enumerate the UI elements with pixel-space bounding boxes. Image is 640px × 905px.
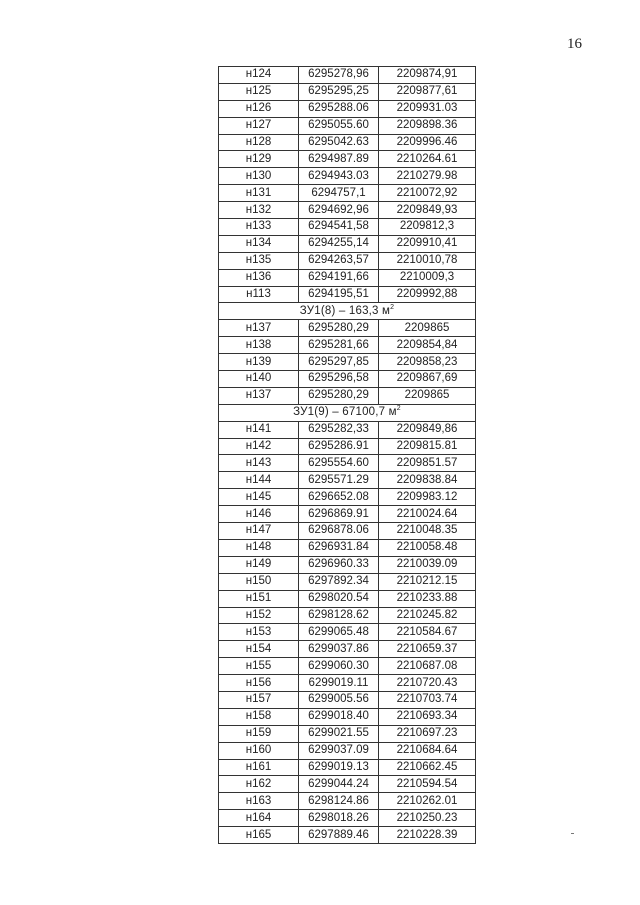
y-coordinate-cell: 2209838.84	[379, 472, 476, 489]
section-row	[219, 303, 476, 320]
table-row	[219, 354, 476, 371]
point-id-cell: н144	[219, 472, 299, 489]
table-row	[219, 421, 476, 438]
table-row	[219, 776, 476, 793]
x-coordinate-cell: 6296878.06	[299, 523, 379, 540]
table-row	[219, 320, 476, 337]
y-coordinate-cell: 2210279.98	[379, 168, 476, 185]
point-id-cell: н130	[219, 168, 299, 185]
point-id-cell: н138	[219, 337, 299, 354]
x-coordinate-cell: 6294263,57	[299, 252, 379, 269]
y-coordinate-cell: 2210262.01	[379, 793, 476, 810]
scan-mark	[571, 833, 574, 834]
point-id-cell: н132	[219, 202, 299, 219]
section-header	[219, 404, 476, 421]
x-coordinate-cell: 6299005.56	[299, 691, 379, 708]
y-coordinate-cell: 2210697.23	[379, 725, 476, 742]
y-coordinate-cell: 2209877,61	[379, 83, 476, 100]
y-coordinate-cell: 2210233.88	[379, 590, 476, 607]
section-header	[219, 303, 476, 320]
x-coordinate-cell: 6296931.84	[299, 539, 379, 556]
table-row	[219, 455, 476, 472]
x-coordinate-cell: 6295288.06	[299, 100, 379, 117]
table-row	[219, 269, 476, 286]
x-coordinate-cell: 6295281,66	[299, 337, 379, 354]
x-coordinate-cell: 6295286.91	[299, 438, 379, 455]
table-row	[219, 725, 476, 742]
table-row	[219, 438, 476, 455]
section-label: ЗУ1(8) – 163,3 м	[299, 304, 391, 317]
y-coordinate-cell: 2210684.64	[379, 742, 476, 759]
table-row	[219, 134, 476, 151]
table-row	[219, 337, 476, 354]
x-coordinate-cell: 6297889.46	[299, 827, 379, 844]
x-coordinate-cell: 6296652.08	[299, 489, 379, 506]
y-coordinate-cell: 2210659.37	[379, 641, 476, 658]
table-row	[219, 793, 476, 810]
y-coordinate-cell: 2210703.74	[379, 691, 476, 708]
y-coordinate-cell: 2210250.23	[379, 810, 476, 827]
table-row	[219, 742, 476, 759]
y-coordinate-cell: 2210264.61	[379, 151, 476, 168]
x-coordinate-cell: 6299037.86	[299, 641, 379, 658]
x-coordinate-cell: 6298020.54	[299, 590, 379, 607]
point-id-cell: н136	[219, 269, 299, 286]
y-coordinate-cell: 2209815.81	[379, 438, 476, 455]
table-row	[219, 641, 476, 658]
point-id-cell: н161	[219, 759, 299, 776]
point-id-cell: н141	[219, 421, 299, 438]
point-id-cell: н139	[219, 354, 299, 371]
x-coordinate-cell: 6298018.26	[299, 810, 379, 827]
table-row	[219, 607, 476, 624]
table-row	[219, 387, 476, 404]
table-row	[219, 67, 476, 84]
table-row	[219, 675, 476, 692]
x-coordinate-cell: 6296869.91	[299, 506, 379, 523]
y-coordinate-cell: 2209931.03	[379, 100, 476, 117]
x-coordinate-cell: 6297892.34	[299, 573, 379, 590]
coordinates-table	[218, 66, 476, 844]
table-row	[219, 117, 476, 134]
point-id-cell: н159	[219, 725, 299, 742]
x-coordinate-cell: 6294987.89	[299, 151, 379, 168]
point-id-cell: н137	[219, 320, 299, 337]
x-coordinate-cell: 6299037.09	[299, 742, 379, 759]
x-coordinate-cell: 6294943.03	[299, 168, 379, 185]
y-coordinate-cell: 2209867,69	[379, 371, 476, 388]
point-id-cell: н143	[219, 455, 299, 472]
y-coordinate-cell: 2209910,41	[379, 235, 476, 252]
point-id-cell: н142	[219, 438, 299, 455]
point-id-cell: н164	[219, 810, 299, 827]
y-coordinate-cell: 2209854,84	[379, 337, 476, 354]
table-row	[219, 286, 476, 303]
x-coordinate-cell: 6294191,66	[299, 269, 379, 286]
x-coordinate-cell: 6295295,25	[299, 83, 379, 100]
x-coordinate-cell: 6294195,51	[299, 286, 379, 303]
point-id-cell: н127	[219, 117, 299, 134]
section-row	[219, 404, 476, 421]
point-id-cell: н153	[219, 624, 299, 641]
point-id-cell: н129	[219, 151, 299, 168]
y-coordinate-cell: 2210024.64	[379, 506, 476, 523]
table-row	[219, 151, 476, 168]
y-coordinate-cell: 2210693.34	[379, 708, 476, 725]
y-coordinate-cell: 2210228.39	[379, 827, 476, 844]
x-coordinate-cell: 6299044.24	[299, 776, 379, 793]
x-coordinate-cell: 6294255,14	[299, 235, 379, 252]
point-id-cell: н165	[219, 827, 299, 844]
y-coordinate-cell: 2210010,78	[379, 252, 476, 269]
point-id-cell: н140	[219, 371, 299, 388]
table-row	[219, 573, 476, 590]
y-coordinate-cell: 2209851.57	[379, 455, 476, 472]
point-id-cell: н162	[219, 776, 299, 793]
x-coordinate-cell: 6296960.33	[299, 556, 379, 573]
y-coordinate-cell: 2210687.08	[379, 658, 476, 675]
point-id-cell: н149	[219, 556, 299, 573]
y-coordinate-cell: 2209812,3	[379, 219, 476, 236]
y-coordinate-cell: 2210212.15	[379, 573, 476, 590]
y-coordinate-cell: 2209874,91	[379, 67, 476, 84]
x-coordinate-cell: 6295278,96	[299, 67, 379, 84]
page-number: 16	[567, 36, 582, 52]
x-coordinate-cell: 6295282,33	[299, 421, 379, 438]
x-coordinate-cell: 6294692,96	[299, 202, 379, 219]
table-row	[219, 590, 476, 607]
y-coordinate-cell: 2210584.67	[379, 624, 476, 641]
x-coordinate-cell: 6299065.48	[299, 624, 379, 641]
y-coordinate-cell: 2209992,88	[379, 286, 476, 303]
table-row	[219, 252, 476, 269]
point-id-cell: н152	[219, 607, 299, 624]
point-id-cell: н160	[219, 742, 299, 759]
table-row	[219, 235, 476, 252]
point-id-cell: н155	[219, 658, 299, 675]
table-row	[219, 168, 476, 185]
y-coordinate-cell: 2210048.35	[379, 523, 476, 540]
x-coordinate-cell: 6299021.55	[299, 725, 379, 742]
point-id-cell: н145	[219, 489, 299, 506]
point-id-cell: н133	[219, 219, 299, 236]
y-coordinate-cell: 2210058.48	[379, 539, 476, 556]
y-coordinate-cell: 2210072,92	[379, 185, 476, 202]
coordinates-table-body	[219, 67, 476, 844]
table-row	[219, 489, 476, 506]
table-row	[219, 827, 476, 844]
x-coordinate-cell: 6295055.60	[299, 117, 379, 134]
y-coordinate-cell: 2209996.46	[379, 134, 476, 151]
point-id-cell: н150	[219, 573, 299, 590]
area-unit-superscript: 2	[396, 405, 401, 413]
area-unit-superscript: 2	[390, 304, 395, 312]
table-row	[219, 708, 476, 725]
x-coordinate-cell: 6294541,58	[299, 219, 379, 236]
x-coordinate-cell: 6299018.40	[299, 708, 379, 725]
point-id-cell: н131	[219, 185, 299, 202]
x-coordinate-cell: 6298128.62	[299, 607, 379, 624]
y-coordinate-cell: 2209865	[379, 320, 476, 337]
point-id-cell: н134	[219, 235, 299, 252]
x-coordinate-cell: 6299060.30	[299, 658, 379, 675]
y-coordinate-cell: 2210009,3	[379, 269, 476, 286]
point-id-cell: н135	[219, 252, 299, 269]
table-row	[219, 185, 476, 202]
point-id-cell: н158	[219, 708, 299, 725]
table-row	[219, 219, 476, 236]
y-coordinate-cell: 2210720.43	[379, 675, 476, 692]
table-row	[219, 691, 476, 708]
x-coordinate-cell: 6295297,85	[299, 354, 379, 371]
x-coordinate-cell: 6299019.11	[299, 675, 379, 692]
point-id-cell: н124	[219, 67, 299, 84]
x-coordinate-cell: 6299019.13	[299, 759, 379, 776]
point-id-cell: н163	[219, 793, 299, 810]
table-row	[219, 83, 476, 100]
y-coordinate-cell: 2209865	[379, 387, 476, 404]
table-row	[219, 658, 476, 675]
x-coordinate-cell: 6295571.29	[299, 472, 379, 489]
y-coordinate-cell: 2210662.45	[379, 759, 476, 776]
y-coordinate-cell: 2209849,93	[379, 202, 476, 219]
x-coordinate-cell: 6298124.86	[299, 793, 379, 810]
point-id-cell: н126	[219, 100, 299, 117]
x-coordinate-cell: 6295296,58	[299, 371, 379, 388]
y-coordinate-cell: 2210594.54	[379, 776, 476, 793]
point-id-cell: н156	[219, 675, 299, 692]
y-coordinate-cell: 2209858,23	[379, 354, 476, 371]
x-coordinate-cell: 6295042.63	[299, 134, 379, 151]
x-coordinate-cell: 6295280,29	[299, 320, 379, 337]
y-coordinate-cell: 2209849,86	[379, 421, 476, 438]
x-coordinate-cell: 6295554.60	[299, 455, 379, 472]
y-coordinate-cell: 2210245.82	[379, 607, 476, 624]
table-row	[219, 506, 476, 523]
x-coordinate-cell: 6294757,1	[299, 185, 379, 202]
table-row	[219, 472, 476, 489]
point-id-cell: н137	[219, 387, 299, 404]
y-coordinate-cell: 2210039.09	[379, 556, 476, 573]
y-coordinate-cell: 2209898.36	[379, 117, 476, 134]
point-id-cell: н151	[219, 590, 299, 607]
point-id-cell: н148	[219, 539, 299, 556]
point-id-cell: н147	[219, 523, 299, 540]
x-coordinate-cell: 6295280,29	[299, 387, 379, 404]
point-id-cell: н128	[219, 134, 299, 151]
point-id-cell: н146	[219, 506, 299, 523]
table-row	[219, 556, 476, 573]
point-id-cell: н125	[219, 83, 299, 100]
table-row	[219, 810, 476, 827]
table-row	[219, 539, 476, 556]
y-coordinate-cell: 2209983.12	[379, 489, 476, 506]
table-row	[219, 100, 476, 117]
section-label: ЗУ1(9) – 67100,7 м	[293, 406, 397, 419]
point-id-cell: н154	[219, 641, 299, 658]
table-row	[219, 523, 476, 540]
table-row	[219, 371, 476, 388]
table-row	[219, 202, 476, 219]
table-row	[219, 624, 476, 641]
point-id-cell: н113	[219, 286, 299, 303]
point-id-cell: н157	[219, 691, 299, 708]
table-row	[219, 759, 476, 776]
